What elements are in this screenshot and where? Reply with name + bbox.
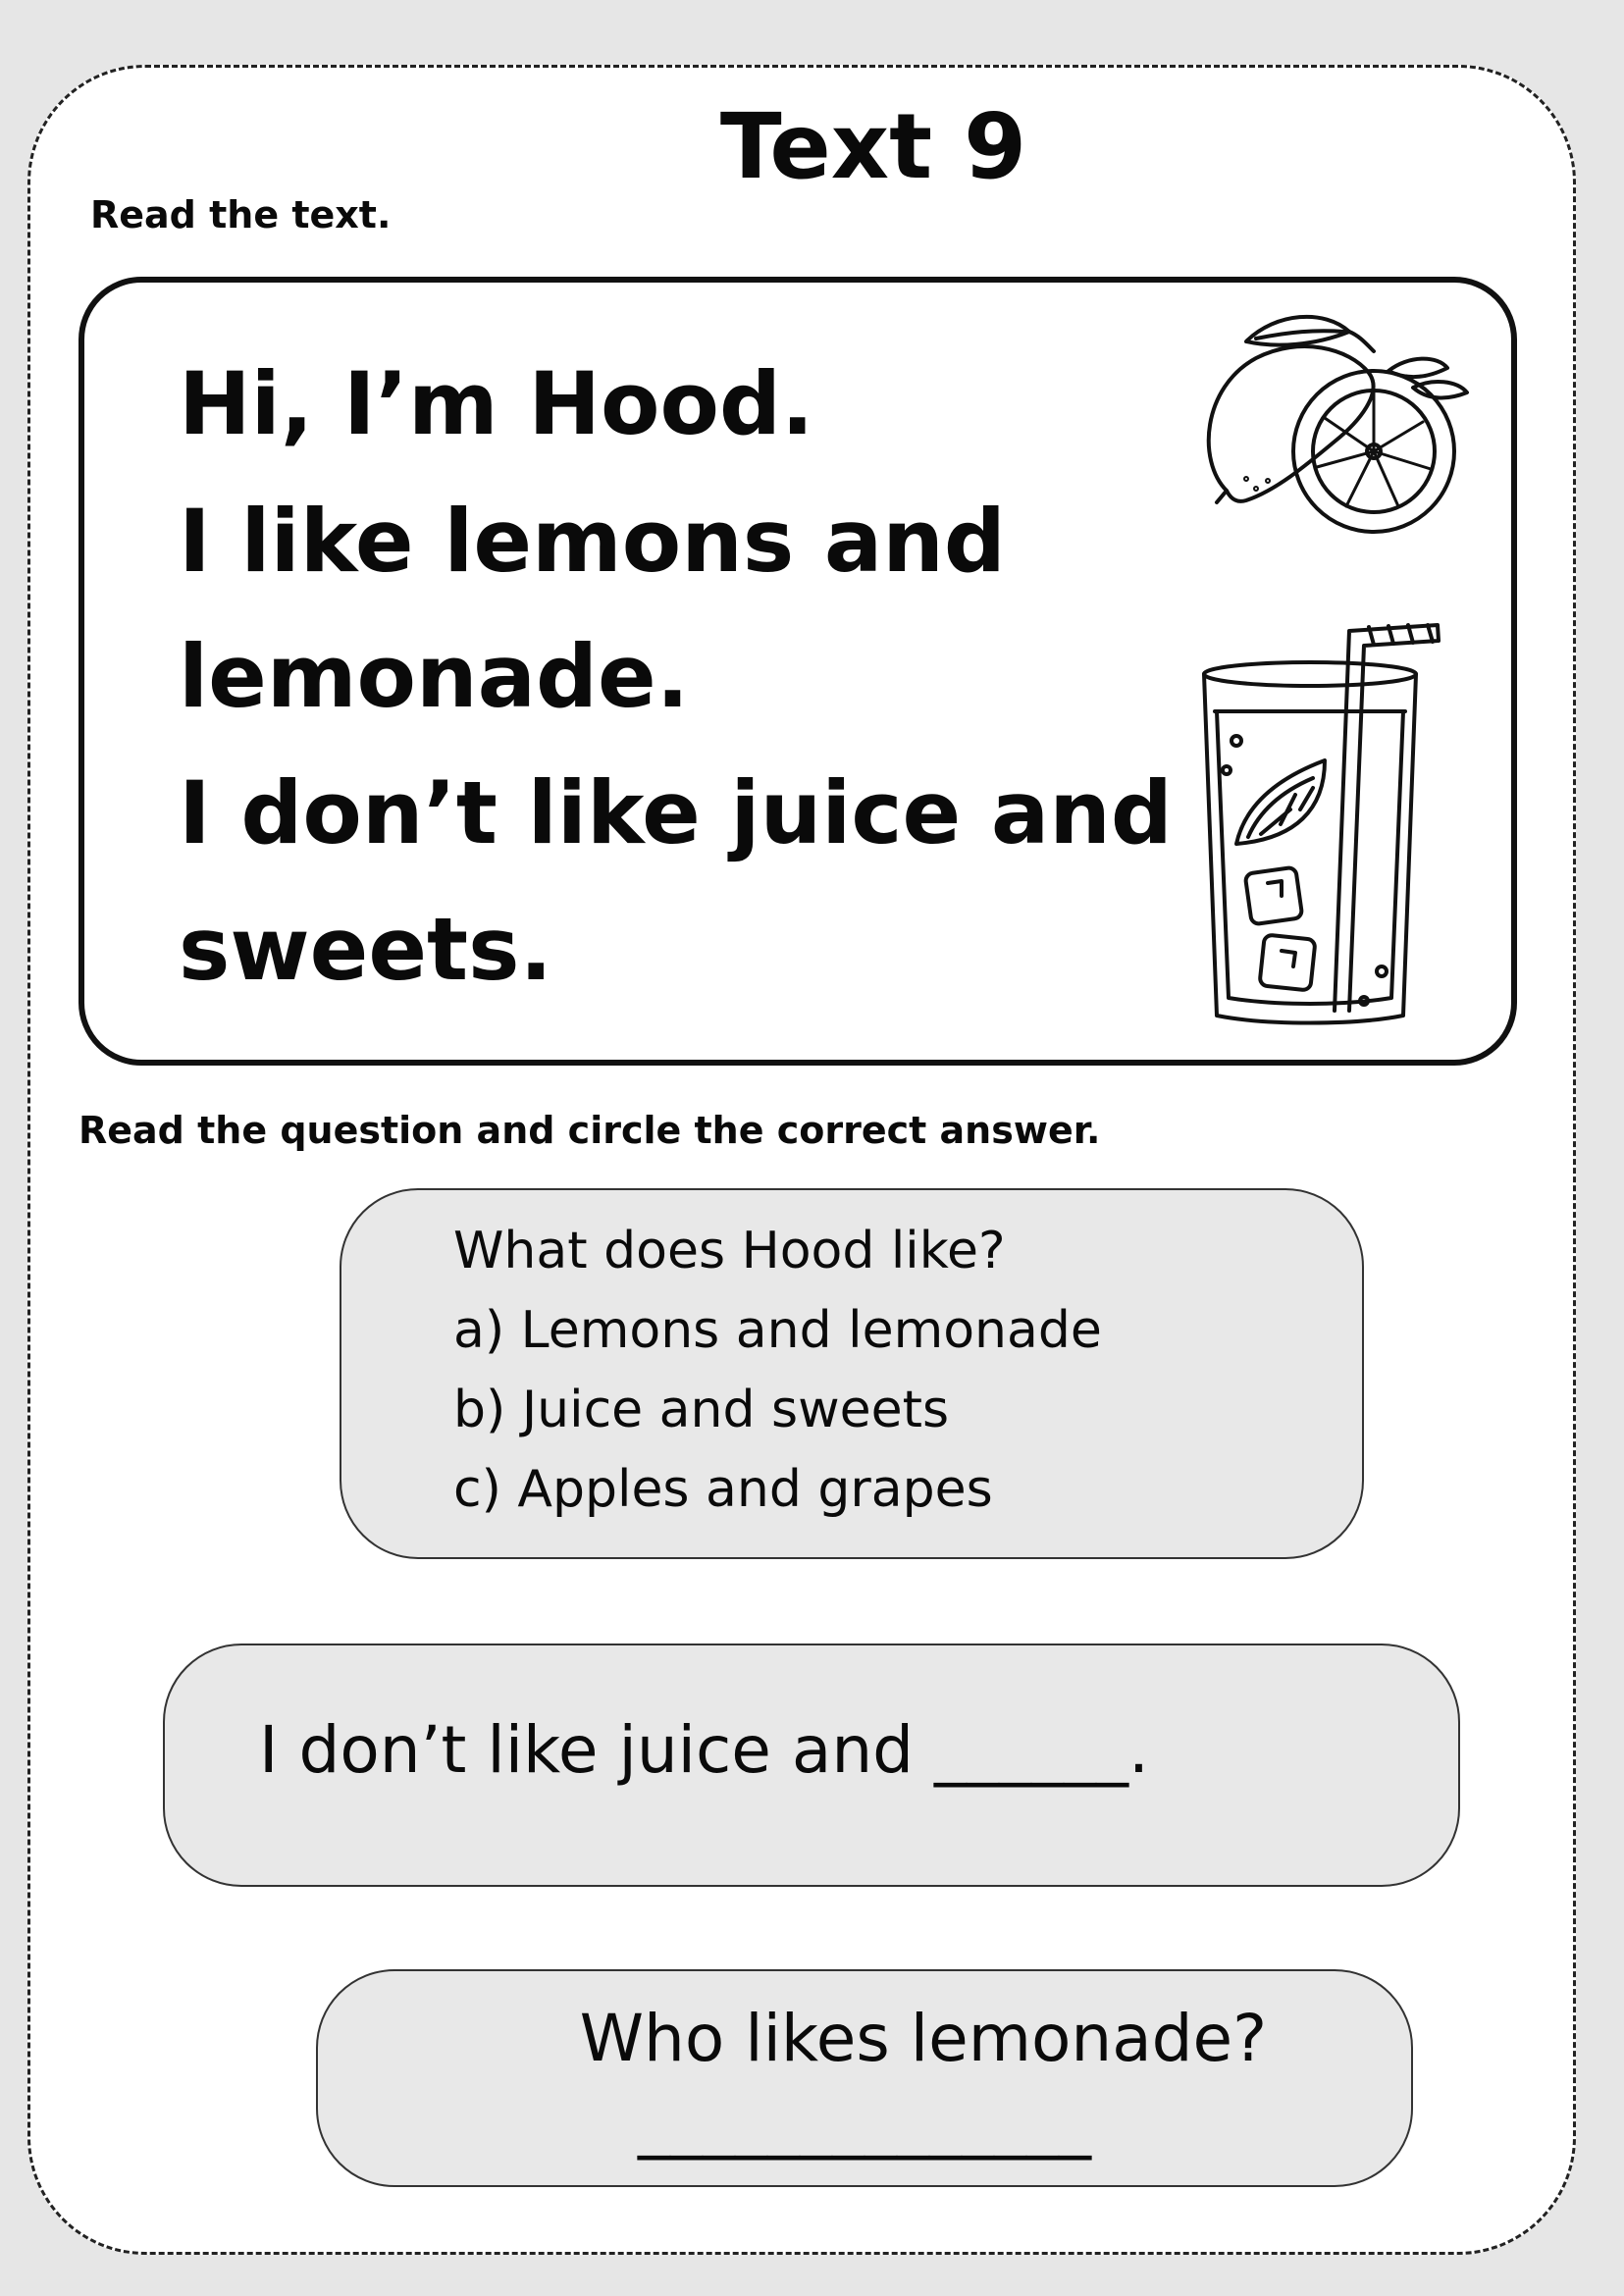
lemon-icon [1187,294,1482,540]
question-instruction: Read the question and circle the correct answer. [79,1109,1101,1152]
answer-option-b[interactable]: b) Juice and sweets [453,1381,950,1439]
question-2-box [163,1644,1460,1887]
answer-blank[interactable]: ______________ [638,2085,1091,2161]
fill-in-blank-sentence[interactable]: I don’t like juice and ______. [259,1712,1150,1788]
story-line: I don’t like juice and [179,762,1173,863]
lemonade-glass-icon [1187,613,1452,1035]
question-3-prompt: Who likes lemonade? [579,2001,1268,2076]
question-1-box [340,1188,1364,1559]
question-3-box [316,1969,1413,2187]
story-line: lemonade. [179,626,690,727]
story-line: sweets. [179,899,552,1000]
story-line: I like lemons and [179,491,1006,592]
story-line: Hi, I’m Hood. [179,353,814,454]
read-instruction: Read the text. [90,193,392,236]
page-title: Text 9 [719,94,1027,199]
question-1-prompt: What does Hood like? [453,1222,1006,1280]
answer-option-c[interactable]: c) Apples and grapes [453,1460,993,1519]
answer-option-a[interactable]: a) Lemons and lemonade [453,1301,1102,1360]
